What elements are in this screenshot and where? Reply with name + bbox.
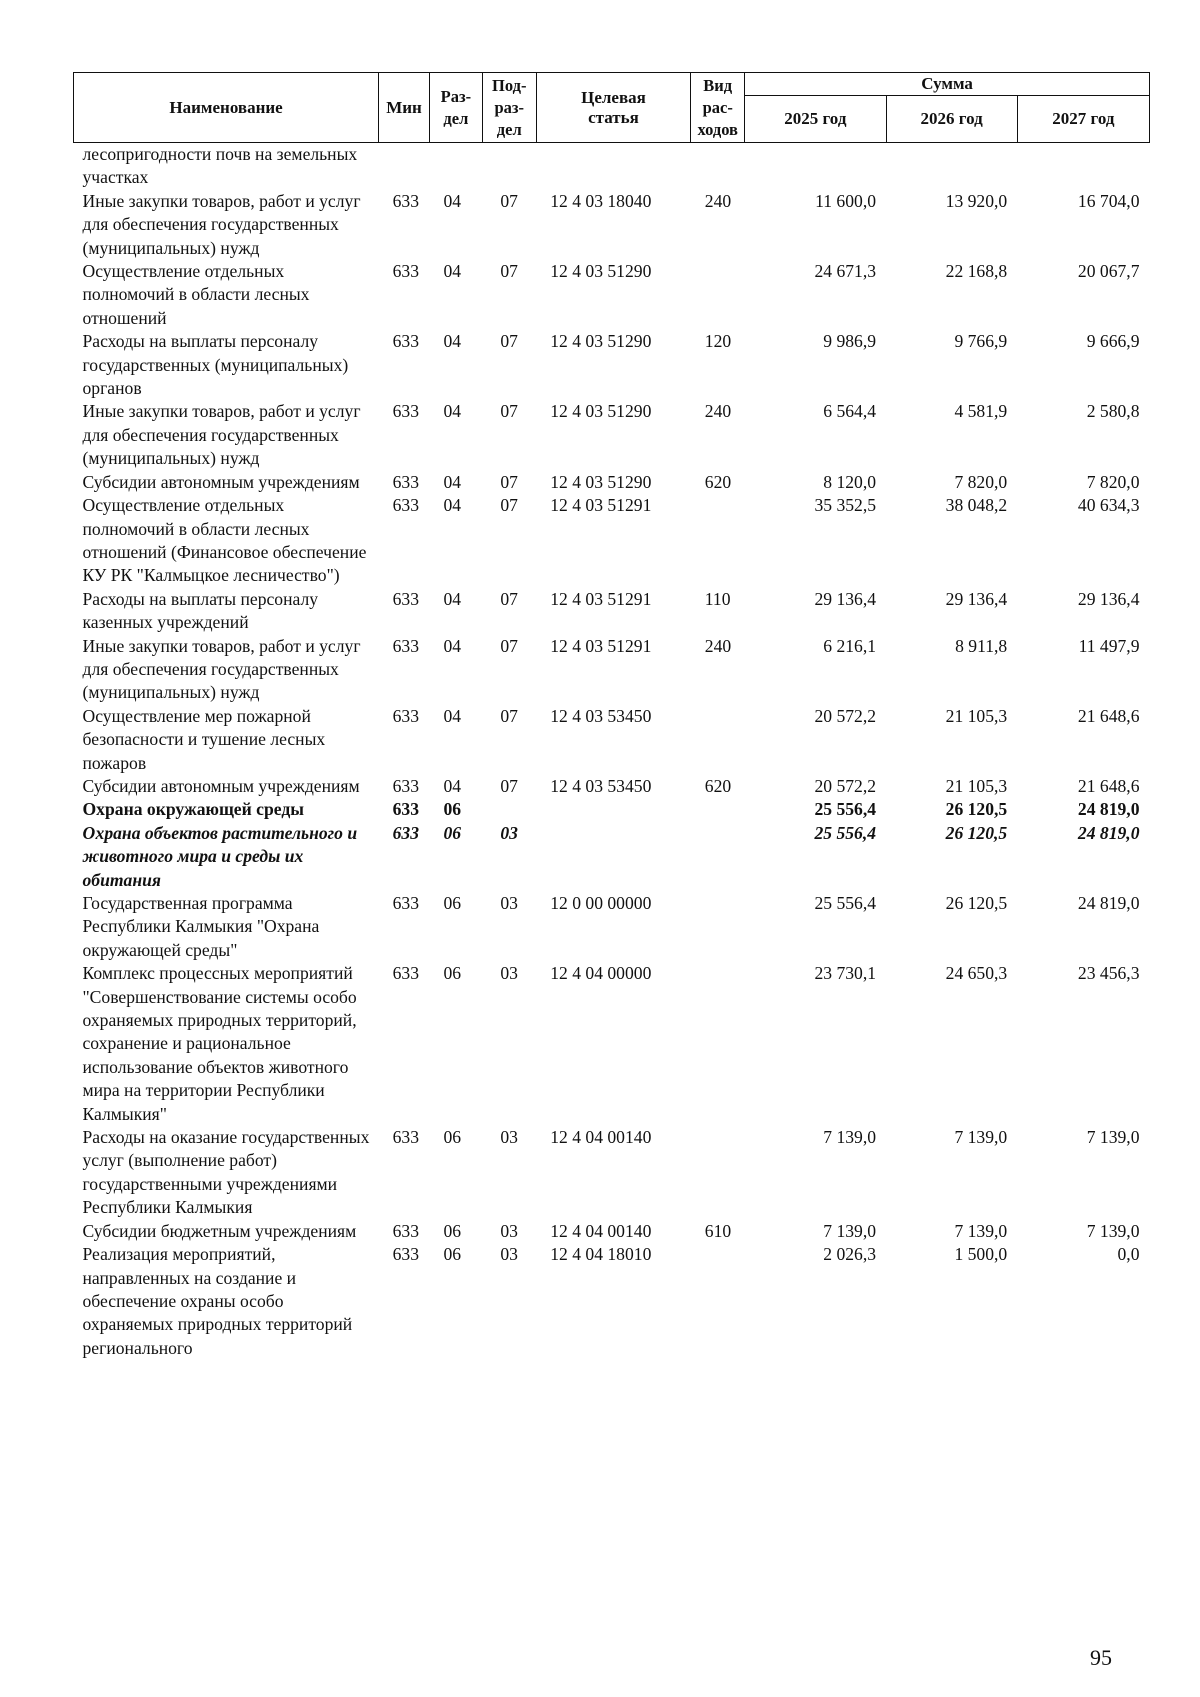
- table-row: [74, 892, 1150, 962]
- cell-vid: [691, 822, 745, 892]
- header-name: Наименование: [74, 73, 379, 143]
- cell-celevaya: 12 0 00 00000: [550, 893, 652, 913]
- cell-name: Иные закупки товаров, работ и услуг для обеспечения государственных (муниципальных) нужд: [82, 401, 361, 469]
- table-row: [74, 190, 1150, 260]
- cell-2025: 25 556,4: [814, 799, 877, 820]
- cell-2026: 22 168,8: [945, 261, 1008, 282]
- cell-2026: 38 048,2: [945, 495, 1008, 516]
- table-row: [74, 822, 1150, 892]
- cell-razdel: 06: [443, 963, 462, 984]
- table-row: [74, 1126, 1150, 1220]
- cell-2027: 21 648,6: [1077, 775, 1140, 796]
- header-year-2027: 2027 год: [1017, 96, 1149, 143]
- cell-razdel: 04: [443, 635, 462, 656]
- cell-name: Расходы на выплаты персоналу государственных (муниципальных) органов: [82, 331, 349, 399]
- cell-2027: 7 139,0: [1086, 1220, 1140, 1241]
- cell-min: 633: [392, 635, 419, 656]
- cell-celevaya: 12 4 03 51290: [550, 471, 652, 492]
- header-vid: Вид рас- ходов: [691, 73, 745, 143]
- cell-podrazdel: 07: [500, 401, 518, 422]
- table-row: [74, 1220, 1150, 1243]
- cell-2026: 8 911,8: [955, 635, 1008, 656]
- cell-vid: 120: [704, 331, 732, 352]
- cell-celevaya: 12 4 03 51291: [550, 635, 652, 656]
- cell-2026: 4 581,9: [954, 401, 1008, 422]
- cell-2026: [886, 143, 1017, 190]
- cell-celevaya: 12 4 03 51290: [550, 401, 652, 422]
- table-header: [74, 73, 1150, 143]
- table-row: [74, 494, 1150, 588]
- cell-razdel: [429, 143, 482, 190]
- cell-celevaya: [536, 143, 691, 190]
- cell-name: Иные закупки товаров, работ и услуг для обеспечения государственных (муниципальных) нужд: [82, 190, 361, 258]
- page-number: 95: [1090, 1645, 1112, 1670]
- cell-2027: 23 456,3: [1077, 963, 1140, 984]
- header-celevaya: Целевая статья: [536, 73, 691, 143]
- cell-2026: 21 105,3: [945, 705, 1008, 726]
- cell-razdel: 04: [443, 261, 462, 282]
- cell-2027: 7 139,0: [1086, 1127, 1140, 1148]
- table-row: [74, 635, 1150, 705]
- cell-2027: 11 497,9: [1078, 635, 1140, 656]
- cell-min: 633: [392, 775, 419, 796]
- cell-razdel: 06: [443, 822, 462, 843]
- cell-2025: 8 120,0: [823, 471, 877, 492]
- cell-podrazdel: 07: [500, 635, 518, 656]
- cell-vid: [691, 962, 745, 1126]
- cell-vid: 620: [704, 471, 732, 492]
- cell-razdel: 06: [443, 1220, 462, 1241]
- cell-2025: 6 564,4: [823, 401, 877, 422]
- cell-2027: 16 704,0: [1077, 190, 1140, 211]
- cell-2027: 29 136,4: [1077, 588, 1140, 609]
- cell-min: 633: [392, 495, 419, 516]
- cell-2026: 7 820,0: [954, 471, 1008, 492]
- cell-celevaya: 12 4 03 53450: [550, 705, 652, 726]
- cell-2026: 21 105,3: [945, 775, 1008, 796]
- cell-vid: [691, 798, 745, 821]
- cell-2027: [1017, 143, 1149, 190]
- cell-name: Осуществление отдельных полномочий в области лесных отношений (Финансовое обеспечение КУ РК "Калмыцкое лесничество"): [82, 495, 367, 586]
- cell-2025: 29 136,4: [814, 588, 877, 609]
- cell-min: 633: [392, 261, 419, 282]
- cell-2026: 1 500,0: [954, 1244, 1008, 1265]
- header-year-2025: 2025 год: [745, 96, 886, 143]
- cell-vid: [691, 494, 745, 588]
- cell-name: Расходы на выплаты персоналу казенных учреждений: [82, 588, 319, 633]
- table-row: [74, 260, 1150, 330]
- cell-podrazdel: 03: [500, 1220, 518, 1241]
- cell-razdel: 06: [443, 799, 462, 820]
- header-razdel: Раз- дел: [429, 73, 482, 143]
- table-body: [74, 143, 1150, 1361]
- cell-vid: [691, 143, 745, 190]
- cell-2025: 11 600,0: [815, 190, 877, 211]
- cell-min: 633: [392, 893, 419, 913]
- cell-vid: 240: [704, 635, 732, 656]
- cell-2026: 26 120,5: [945, 893, 1008, 913]
- cell-razdel: 04: [443, 588, 462, 609]
- cell-name: Охрана окружающей среды: [82, 799, 304, 820]
- cell-2025: 23 730,1: [814, 963, 877, 984]
- cell-name: Государственная программа Республики Калмыкия "Охрана окружающей среды": [82, 893, 320, 960]
- cell-podrazdel: 03: [500, 1244, 518, 1265]
- cell-vid: [691, 260, 745, 330]
- cell-celevaya: [536, 798, 691, 821]
- cell-min: 633: [392, 1244, 419, 1265]
- cell-vid: 610: [704, 1220, 732, 1241]
- cell-2027: 21 648,6: [1077, 705, 1140, 726]
- cell-2025: 9 986,9: [823, 331, 877, 352]
- cell-podrazdel: 03: [500, 1127, 518, 1148]
- cell-celevaya: 12 4 03 51291: [550, 495, 652, 516]
- cell-vid: [691, 892, 745, 962]
- cell-name: Комплекс процессных мероприятий "Совершенствование системы особо охраняемых природных территорий, сохранение и рациональное использование объектов животного мира на территории Республики Калмыкия": [82, 963, 357, 1124]
- cell-min: 633: [392, 799, 419, 820]
- cell-razdel: 06: [443, 1127, 462, 1148]
- cell-celevaya: 12 4 04 18010: [550, 1244, 652, 1265]
- table-row: [74, 775, 1150, 798]
- cell-min: 633: [392, 190, 419, 211]
- table-row: [74, 962, 1150, 1126]
- header-podrazdel: Под- раз- дел: [482, 73, 536, 143]
- cell-2027: 2 580,8: [1086, 401, 1140, 422]
- cell-name: Субсидии автономным учреждениям: [82, 775, 360, 796]
- cell-min: 633: [392, 588, 419, 609]
- cell-podrazdel: 07: [500, 495, 518, 516]
- table-row: [74, 798, 1150, 821]
- cell-celevaya: 12 4 03 51290: [550, 261, 652, 282]
- cell-podrazdel: [482, 798, 536, 821]
- header-summa: Сумма: [745, 73, 1150, 96]
- cell-2025: 7 139,0: [823, 1127, 877, 1148]
- cell-podrazdel: 03: [500, 893, 518, 913]
- cell-name: Расходы на оказание государственных услуг (выполнение работ) государственными учреждениями Республики Калмыкия: [82, 1127, 370, 1218]
- cell-vid: 110: [704, 588, 731, 609]
- cell-2027: 7 820,0: [1086, 471, 1140, 492]
- cell-min: 633: [392, 822, 419, 843]
- cell-podrazdel: [482, 143, 536, 190]
- cell-podrazdel: 07: [500, 261, 518, 282]
- table-row: [74, 588, 1150, 635]
- cell-celevaya: 12 4 03 51290: [550, 331, 652, 352]
- header-year-2026: 2026 год: [886, 96, 1017, 143]
- cell-2025: 25 556,4: [814, 822, 877, 843]
- cell-name: Субсидии автономным учреждениям: [82, 471, 360, 492]
- cell-name: Субсидии бюджетным учреждениям: [82, 1220, 357, 1241]
- cell-celevaya: [536, 822, 691, 892]
- cell-min: 633: [392, 471, 419, 492]
- cell-razdel: 06: [443, 893, 462, 913]
- table-row: [74, 471, 1150, 494]
- cell-name: Осуществление мер пожарной безопасности и тушение лесных пожаров: [82, 705, 326, 773]
- cell-razdel: 04: [443, 495, 462, 516]
- cell-2025: 20 572,2: [814, 705, 877, 726]
- cell-name: Охрана объектов растительного и животного мира и среды их обитания: [82, 822, 358, 890]
- cell-podrazdel: 07: [500, 588, 518, 609]
- cell-2027: 9 666,9: [1086, 331, 1140, 352]
- cell-name: Осуществление отдельных полномочий в области лесных отношений: [82, 261, 310, 328]
- cell-min: 633: [392, 1220, 419, 1241]
- cell-vid: [691, 705, 745, 775]
- cell-2025: 25 556,4: [814, 893, 877, 913]
- cell-2025: 35 352,5: [814, 495, 877, 516]
- table-row: [74, 330, 1150, 400]
- cell-vid: 240: [704, 401, 732, 422]
- cell-razdel: 04: [443, 775, 462, 796]
- cell-2025: 6 216,1: [823, 635, 877, 656]
- cell-min: 633: [392, 331, 419, 352]
- cell-2027: 24 819,0: [1077, 822, 1140, 843]
- cell-min: 633: [392, 705, 419, 726]
- cell-razdel: 04: [443, 705, 462, 726]
- cell-celevaya: 12 4 04 00000: [550, 963, 652, 984]
- cell-2026: 7 139,0: [954, 1220, 1008, 1241]
- cell-2025: 20 572,2: [814, 775, 877, 796]
- cell-2025: 24 671,3: [814, 261, 877, 282]
- cell-celevaya: 12 4 04 00140: [550, 1127, 652, 1148]
- cell-2027: 40 634,3: [1077, 495, 1140, 516]
- cell-2027: 0,0: [1117, 1244, 1140, 1265]
- cell-name: Иные закупки товаров, работ и услуг для обеспечения государственных (муниципальных) нужд: [82, 635, 361, 703]
- cell-2026: 13 920,0: [945, 190, 1008, 211]
- cell-min: 633: [392, 401, 419, 422]
- cell-celevaya: 12 4 03 53450: [550, 775, 652, 796]
- cell-2027: 20 067,7: [1077, 261, 1140, 282]
- cell-razdel: 04: [443, 401, 462, 422]
- cell-vid: [691, 1243, 745, 1360]
- table-row: [74, 705, 1150, 775]
- cell-podrazdel: 07: [500, 190, 518, 211]
- cell-2025: [745, 143, 886, 190]
- cell-min: 633: [392, 963, 419, 984]
- cell-razdel: 04: [443, 190, 462, 211]
- cell-min: 633: [392, 1127, 419, 1148]
- cell-2026: 9 766,9: [954, 331, 1008, 352]
- cell-2026: 26 120,5: [945, 822, 1008, 843]
- table-row: [74, 400, 1150, 470]
- cell-2027: 24 819,0: [1077, 893, 1140, 913]
- cell-2026: 26 120,5: [945, 799, 1008, 820]
- cell-celevaya: 12 4 03 18040: [550, 190, 652, 211]
- cell-min: [379, 143, 430, 190]
- cell-celevaya: 12 4 03 51291: [550, 588, 652, 609]
- cell-2027: 24 819,0: [1077, 799, 1140, 820]
- cell-2026: 29 136,4: [945, 588, 1008, 609]
- cell-podrazdel: 07: [500, 331, 518, 352]
- cell-razdel: 04: [443, 471, 462, 492]
- cell-vid: 240: [704, 190, 732, 211]
- cell-2025: 7 139,0: [823, 1220, 877, 1241]
- cell-celevaya: 12 4 04 00140: [550, 1220, 652, 1241]
- header-min: Мин: [379, 73, 430, 143]
- cell-podrazdel: 07: [500, 705, 518, 726]
- cell-podrazdel: 03: [500, 963, 518, 984]
- cell-podrazdel: 07: [500, 775, 518, 796]
- cell-name: лесопригодности почв на земельных участках: [82, 144, 358, 188]
- cell-2026: 7 139,0: [954, 1127, 1008, 1148]
- table-row: [74, 143, 1150, 190]
- table-row: [74, 1243, 1150, 1360]
- cell-vid: [691, 1126, 745, 1220]
- cell-podrazdel: 07: [500, 471, 518, 492]
- cell-2025: 2 026,3: [823, 1244, 877, 1265]
- cell-podrazdel: 03: [500, 822, 518, 843]
- cell-razdel: 04: [443, 331, 462, 352]
- cell-razdel: 06: [443, 1244, 462, 1265]
- cell-2026: 24 650,3: [945, 963, 1008, 984]
- cell-name: Реализация мероприятий, направленных на создание и обеспечение охраны особо охраняемых природных территорий регионального: [82, 1244, 353, 1358]
- cell-vid: 620: [704, 775, 732, 796]
- budget-table: [73, 72, 1150, 1360]
